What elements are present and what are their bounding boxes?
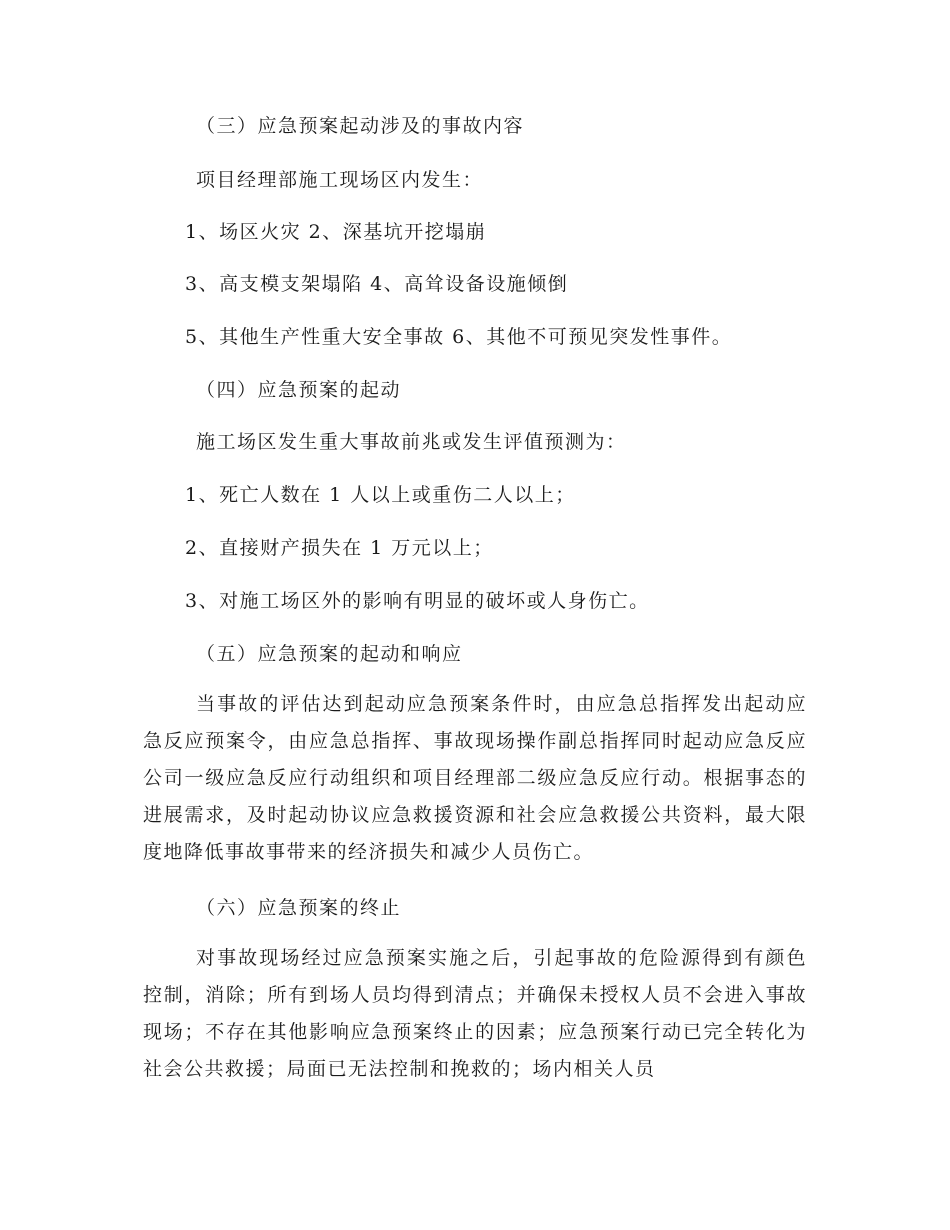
section-heading-3: （三）应急预案起动涉及的事故内容 bbox=[196, 115, 525, 137]
list-item: 2、直接财产损失在 1 万元以上； bbox=[185, 537, 494, 559]
section-heading-5: （五）应急预案的起动和响应 bbox=[196, 643, 463, 665]
list-item: 5、其他生产性重大安全事故 6、其他不可预见突发性事件。 bbox=[185, 326, 733, 348]
section-paragraph-5: 当事故的评估达到起动应急预案条件时，由应急总指挥发出起动应急反应预案令，由应急总指挥、事故现场操作副总指挥同时起动应急反应公司一级应急反应行动组织和项目经理部二级应急反应行动。根据事态的进展需求，及时起动协议应急救援资源和社会应急救援公共资料，最大限度地降低事故事带来的经济损失和减少人员伤亡。 bbox=[143, 693, 807, 863]
section-heading-4: （四）应急预案的起动 bbox=[196, 379, 402, 401]
list-item: 1、场区火灾 2、深基坑开挖塌崩 bbox=[185, 221, 487, 243]
section-heading-6: （六）应急预案的终止 bbox=[196, 897, 402, 919]
list-item: 1、死亡人数在 1 人以上或重伤二人以上； bbox=[185, 484, 576, 506]
section-intro-3: 项目经理部施工现场区内发生： bbox=[196, 169, 484, 191]
section-intro-4: 施工场区发生重大事故前兆或发生评值预测为： bbox=[196, 431, 627, 453]
list-item: 3、高支模支架塌陷 4、高耸设备设施倾倒 bbox=[185, 273, 569, 295]
list-item: 3、对施工场区外的影响有明显的破坏或人身伤亡。 bbox=[185, 590, 650, 612]
section-paragraph-6: 对事故现场经过应急预案实施之后，引起事故的危险源得到有颜色控制，消除；所有到场人员均得到清点；并确保未授权人员不会进入事故现场；不存在其他影响应急预案终止的因素；应急预案行动已完全转化为社会公共救援；局面已无法控制和挽救的；场内相关人员 bbox=[143, 947, 807, 1080]
